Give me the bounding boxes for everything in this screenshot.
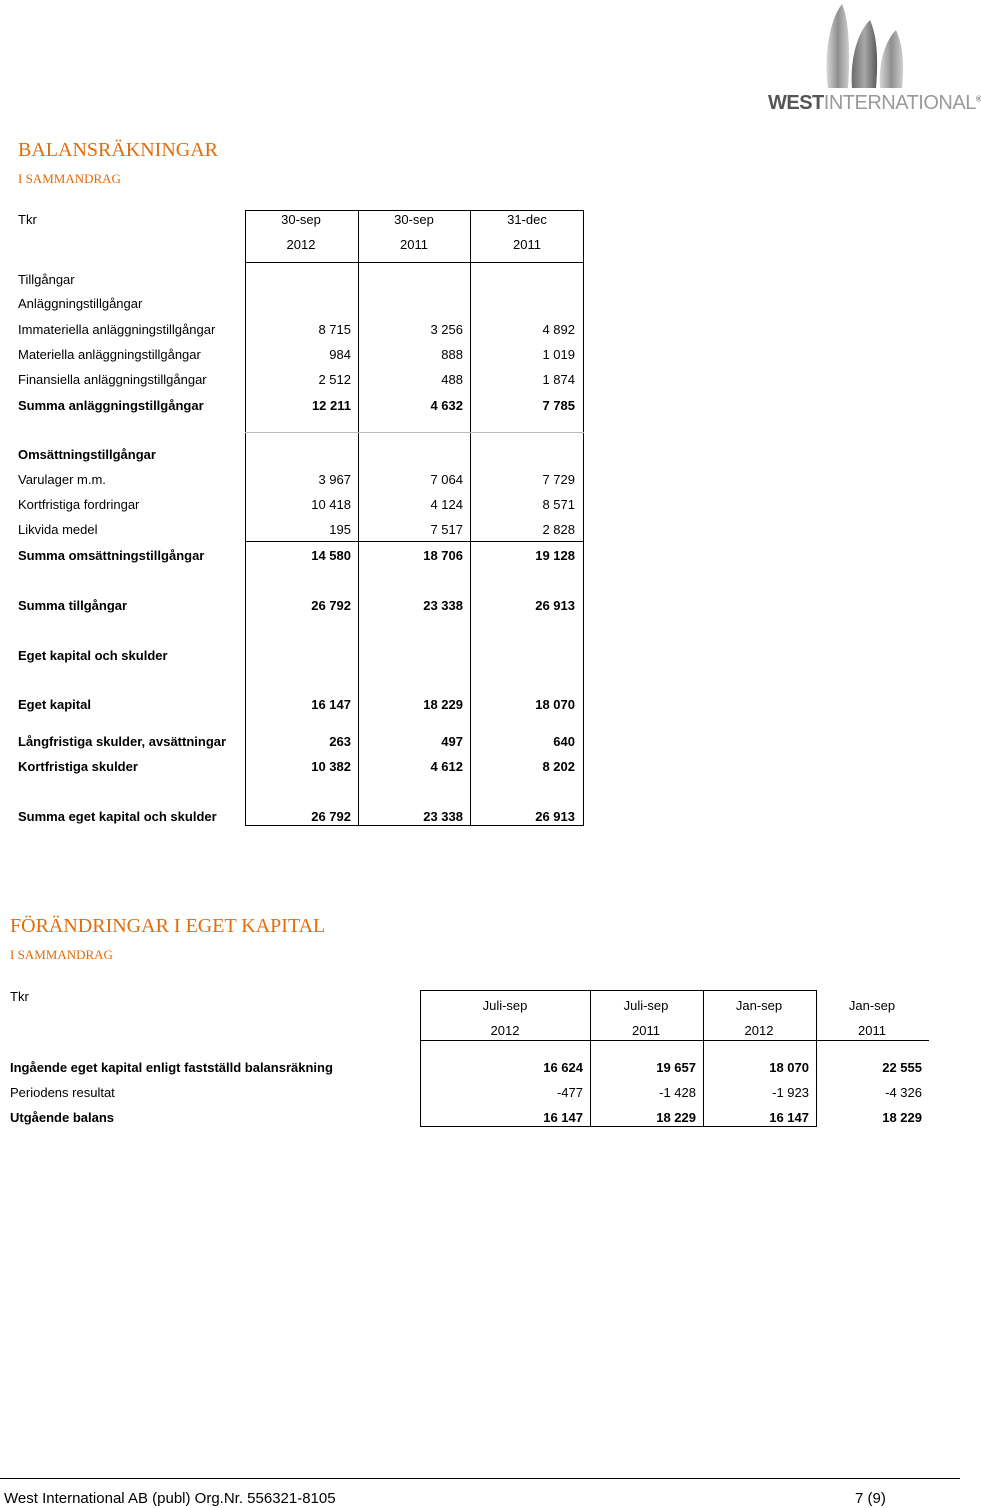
row-label: Summa eget kapital och skulder bbox=[18, 809, 217, 824]
cell-value: 984 bbox=[329, 347, 351, 362]
cell-value: 16 147 bbox=[769, 1110, 809, 1125]
cell-value: 263 bbox=[329, 734, 351, 749]
cell-value: 3 967 bbox=[318, 472, 351, 487]
cell-value: -477 bbox=[556, 1085, 583, 1100]
table-gridline bbox=[703, 990, 704, 1127]
column-header-period: Jan-sep bbox=[735, 998, 783, 1013]
column-header-period: Juli-sep bbox=[482, 998, 528, 1013]
table-gridline bbox=[358, 210, 359, 826]
row-label: Kortfristiga fordringar bbox=[18, 497, 140, 512]
logo-wordmark: WESTINTERNATIONAL® bbox=[768, 92, 981, 114]
cell-value: 19 128 bbox=[535, 548, 575, 563]
table-gridline bbox=[420, 1040, 929, 1041]
cell-value: 488 bbox=[441, 372, 463, 387]
cell-value: 26 913 bbox=[535, 809, 575, 824]
cell-value: 3 256 bbox=[430, 322, 463, 337]
table-gridline bbox=[583, 210, 584, 826]
table-gridline bbox=[245, 210, 584, 211]
column-header-period: 30-sep bbox=[281, 212, 321, 227]
column-header-year: 2011 bbox=[632, 1023, 660, 1038]
column-header-year: 2011 bbox=[400, 237, 428, 252]
cell-value: 19 657 bbox=[656, 1060, 696, 1075]
column-header-period: Juli-sep bbox=[623, 998, 669, 1013]
row-label: Summa omsättningstillgångar bbox=[18, 548, 205, 563]
cell-value: 888 bbox=[441, 347, 463, 362]
cell-value: 640 bbox=[553, 734, 575, 749]
cell-value: 1 019 bbox=[542, 347, 575, 362]
cell-value: 22 555 bbox=[882, 1060, 922, 1075]
column-header-year: 2012 bbox=[744, 1023, 774, 1038]
table-gridline bbox=[245, 541, 584, 542]
row-label: Eget kapital och skulder bbox=[18, 648, 168, 663]
cell-value: 4 632 bbox=[430, 398, 463, 413]
column-header-year: 2011 bbox=[858, 1023, 886, 1038]
table-gridline bbox=[245, 432, 584, 433]
equity-title: FÖRÄNDRINGAR I EGET KAPITAL bbox=[10, 915, 326, 937]
column-header-year: 2012 bbox=[286, 237, 316, 252]
table-gridline bbox=[420, 990, 816, 991]
cell-value: 8 715 bbox=[318, 322, 351, 337]
table-gridline bbox=[590, 990, 591, 1127]
row-label: Eget kapital bbox=[18, 697, 91, 712]
logo-mark-icon bbox=[798, 0, 928, 92]
cell-value: 18 229 bbox=[656, 1110, 696, 1125]
column-header-year: 2012 bbox=[490, 1023, 520, 1038]
cell-value: 16 147 bbox=[311, 697, 351, 712]
row-label: Immateriella anläggningstillgångar bbox=[18, 322, 216, 337]
cell-value: 7 517 bbox=[430, 522, 463, 537]
cell-value: 7 785 bbox=[542, 398, 575, 413]
row-label: Långfristiga skulder, avsättningar bbox=[18, 734, 227, 749]
row-label: Kortfristiga skulder bbox=[18, 759, 138, 774]
cell-value: 23 338 bbox=[423, 598, 463, 613]
cell-value: 195 bbox=[329, 522, 351, 537]
footer-company: West International AB (publ) Org.Nr. 556321-8105 bbox=[4, 1490, 336, 1507]
equity-subtitle: I SAMMANDRAG bbox=[10, 947, 113, 962]
table-gridline bbox=[420, 990, 421, 1127]
cell-value: 10 418 bbox=[311, 497, 351, 512]
cell-value: 497 bbox=[441, 734, 463, 749]
cell-value: 8 571 bbox=[542, 497, 575, 512]
cell-value: 14 580 bbox=[311, 548, 351, 563]
cell-value: 2 828 bbox=[542, 522, 575, 537]
cell-value: 18 070 bbox=[769, 1060, 809, 1075]
cell-value: 16 147 bbox=[543, 1110, 583, 1125]
equity-unit-label: Tkr bbox=[10, 989, 29, 1004]
cell-value: 2 512 bbox=[318, 372, 351, 387]
table-gridline bbox=[245, 825, 584, 826]
cell-value: 26 792 bbox=[311, 809, 351, 824]
balance-subtitle: I SAMMANDRAG bbox=[18, 171, 121, 186]
cell-value: -1 923 bbox=[772, 1085, 809, 1100]
balance-title: BALANSRÄKNINGAR bbox=[18, 139, 219, 161]
table-gridline bbox=[816, 990, 817, 1127]
cell-value: 10 382 bbox=[311, 759, 351, 774]
cell-value: 16 624 bbox=[543, 1060, 583, 1075]
cell-value: 4 892 bbox=[542, 322, 575, 337]
cell-value: 12 211 bbox=[311, 398, 351, 413]
cell-value: 4 124 bbox=[430, 497, 463, 512]
west-international-logo bbox=[768, 0, 981, 118]
row-label: Periodens resultat bbox=[10, 1085, 115, 1100]
column-header-year: 2011 bbox=[513, 237, 541, 252]
cell-value: 26 913 bbox=[535, 598, 575, 613]
cell-value: 18 070 bbox=[535, 697, 575, 712]
cell-value: 18 229 bbox=[423, 697, 463, 712]
footer-page-number: 7 (9) bbox=[855, 1490, 886, 1507]
table-gridline bbox=[420, 1126, 816, 1127]
cell-value: 26 792 bbox=[311, 598, 351, 613]
cell-value: 18 706 bbox=[423, 548, 463, 563]
row-label: Omsättningstillgångar bbox=[18, 447, 156, 462]
cell-value: 1 874 bbox=[542, 372, 575, 387]
cell-value: 8 202 bbox=[542, 759, 575, 774]
balance-unit-label: Tkr bbox=[18, 212, 37, 227]
row-label: Summa tillgångar bbox=[18, 598, 128, 613]
footer-divider bbox=[0, 1478, 960, 1479]
row-label: Likvida medel bbox=[18, 522, 98, 537]
cell-value: 7 729 bbox=[542, 472, 575, 487]
row-label: Tillgångar bbox=[18, 272, 75, 287]
row-label: Ingående eget kapital enligt fastställd balansräkning bbox=[10, 1060, 333, 1075]
row-label: Summa anläggningstillgångar bbox=[18, 398, 204, 413]
cell-value: 7 064 bbox=[430, 472, 463, 487]
cell-value: 23 338 bbox=[423, 809, 463, 824]
row-label: Anläggningstillgångar bbox=[18, 296, 143, 311]
table-gridline bbox=[470, 210, 471, 826]
cell-value: -1 428 bbox=[659, 1085, 696, 1100]
row-label: Materiella anläggningstillgångar bbox=[18, 347, 201, 362]
column-header-period: 31-dec bbox=[507, 212, 547, 227]
column-header-period: 30-sep bbox=[394, 212, 434, 227]
row-label: Finansiella anläggningstillgångar bbox=[18, 372, 207, 387]
cell-value: 4 612 bbox=[430, 759, 463, 774]
table-gridline bbox=[245, 262, 584, 263]
row-label: Varulager m.m. bbox=[18, 472, 106, 487]
row-label: Utgående balans bbox=[10, 1110, 115, 1125]
cell-value: 18 229 bbox=[882, 1110, 922, 1125]
cell-value: -4 326 bbox=[885, 1085, 922, 1100]
column-header-period: Jan-sep bbox=[848, 998, 896, 1013]
table-gridline bbox=[245, 210, 246, 826]
